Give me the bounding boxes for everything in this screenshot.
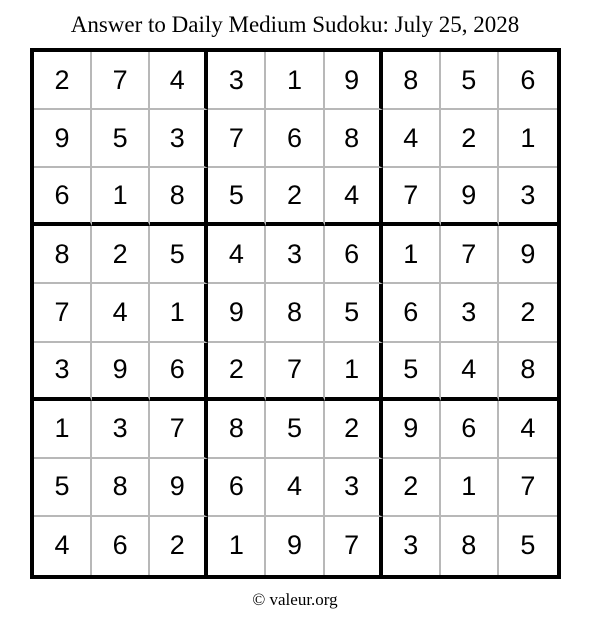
sudoku-cell-r4-c7: 1 [383,226,441,284]
sudoku-cell-r9-c6: 7 [325,517,383,575]
sudoku-cell-r1-c8: 5 [441,52,499,110]
sudoku-cell-r9-c3: 2 [150,517,208,575]
sudoku-cell-r7-c9: 4 [499,401,557,459]
sudoku-cell-r3-c7: 7 [383,168,441,226]
sudoku-cell-r1-c5: 1 [266,52,324,110]
sudoku-cell-r7-c6: 2 [325,401,383,459]
sudoku-cell-r1-c2: 7 [92,52,150,110]
sudoku-cell-r1-c9: 6 [499,52,557,110]
sudoku-cell-r4-c1: 8 [34,226,92,284]
sudoku-cell-r5-c4: 9 [208,284,266,342]
sudoku-cell-r3-c6: 4 [325,168,383,226]
sudoku-cell-r5-c8: 3 [441,284,499,342]
sudoku-cell-r8-c3: 9 [150,459,208,517]
sudoku-cell-r1-c4: 3 [208,52,266,110]
sudoku-cell-r6-c7: 5 [383,343,441,401]
sudoku-cell-r6-c5: 7 [266,343,324,401]
sudoku-cell-r2-c3: 3 [150,110,208,168]
sudoku-cell-r7-c1: 1 [34,401,92,459]
sudoku-cell-r5-c3: 1 [150,284,208,342]
sudoku-cell-r2-c4: 7 [208,110,266,168]
sudoku-cell-r4-c4: 4 [208,226,266,284]
sudoku-cell-r9-c4: 1 [208,517,266,575]
sudoku-cell-r5-c6: 5 [325,284,383,342]
sudoku-cell-r7-c3: 7 [150,401,208,459]
sudoku-cell-r5-c1: 7 [34,284,92,342]
sudoku-cell-r8-c1: 5 [34,459,92,517]
sudoku-cell-r3-c8: 9 [441,168,499,226]
sudoku-cell-r2-c6: 8 [325,110,383,168]
sudoku-cell-r6-c6: 1 [325,343,383,401]
sudoku-cell-r1-c1: 2 [34,52,92,110]
sudoku-cell-r2-c5: 6 [266,110,324,168]
sudoku-cell-r3-c2: 1 [92,168,150,226]
sudoku-cell-r4-c2: 2 [92,226,150,284]
sudoku-cell-r1-c7: 8 [383,52,441,110]
sudoku-cell-r6-c3: 6 [150,343,208,401]
sudoku-cell-r2-c2: 5 [92,110,150,168]
sudoku-cell-r8-c8: 1 [441,459,499,517]
sudoku-cell-r2-c9: 1 [499,110,557,168]
sudoku-cell-r3-c3: 8 [150,168,208,226]
sudoku-cell-r4-c9: 9 [499,226,557,284]
sudoku-cell-r1-c3: 4 [150,52,208,110]
sudoku-cell-r6-c8: 4 [441,343,499,401]
sudoku-cell-r9-c7: 3 [383,517,441,575]
sudoku-cell-r8-c5: 4 [266,459,324,517]
sudoku-cell-r3-c9: 3 [499,168,557,226]
sudoku-cell-r4-c3: 5 [150,226,208,284]
sudoku-cell-r7-c2: 3 [92,401,150,459]
sudoku-board [30,48,561,579]
copyright-footer: © valeur.org [252,590,338,609]
sudoku-cell-r8-c9: 7 [499,459,557,517]
sudoku-cell-r4-c8: 7 [441,226,499,284]
sudoku-cell-r2-c7: 4 [383,110,441,168]
sudoku-cell-r5-c5: 8 [266,284,324,342]
page-title: Answer to Daily Medium Sudoku: July 25, 2028 [70,12,520,37]
sudoku-cell-r8-c2: 8 [92,459,150,517]
sudoku-cell-r6-c4: 2 [208,343,266,401]
sudoku-cell-r3-c1: 6 [34,168,92,226]
sudoku-cell-r8-c6: 3 [325,459,383,517]
sudoku-cell-r4-c6: 6 [325,226,383,284]
sudoku-cell-r2-c8: 2 [441,110,499,168]
sudoku-cell-r5-c7: 6 [383,284,441,342]
sudoku-cell-r3-c4: 5 [208,168,266,226]
sudoku-cell-r9-c5: 9 [266,517,324,575]
sudoku-cell-r5-c9: 2 [499,284,557,342]
sudoku-cell-r6-c9: 8 [499,343,557,401]
sudoku-cell-r7-c7: 9 [383,401,441,459]
sudoku-cell-r2-c1: 9 [34,110,92,168]
sudoku-cell-r5-c2: 4 [92,284,150,342]
sudoku-cell-r9-c8: 8 [441,517,499,575]
sudoku-cell-r3-c5: 2 [266,168,324,226]
sudoku-cell-r6-c2: 9 [92,343,150,401]
sudoku-cell-r4-c5: 3 [266,226,324,284]
sudoku-cell-r8-c4: 6 [208,459,266,517]
sudoku-cell-r6-c1: 3 [34,343,92,401]
sudoku-cell-r9-c2: 6 [92,517,150,575]
sudoku-cell-r7-c4: 8 [208,401,266,459]
sudoku-cell-r9-c1: 4 [34,517,92,575]
sudoku-cell-r1-c6: 9 [325,52,383,110]
sudoku-cell-r7-c5: 5 [266,401,324,459]
sudoku-cell-r8-c7: 2 [383,459,441,517]
sudoku-cell-r7-c8: 6 [441,401,499,459]
sudoku-cell-r9-c9: 5 [520,530,536,561]
